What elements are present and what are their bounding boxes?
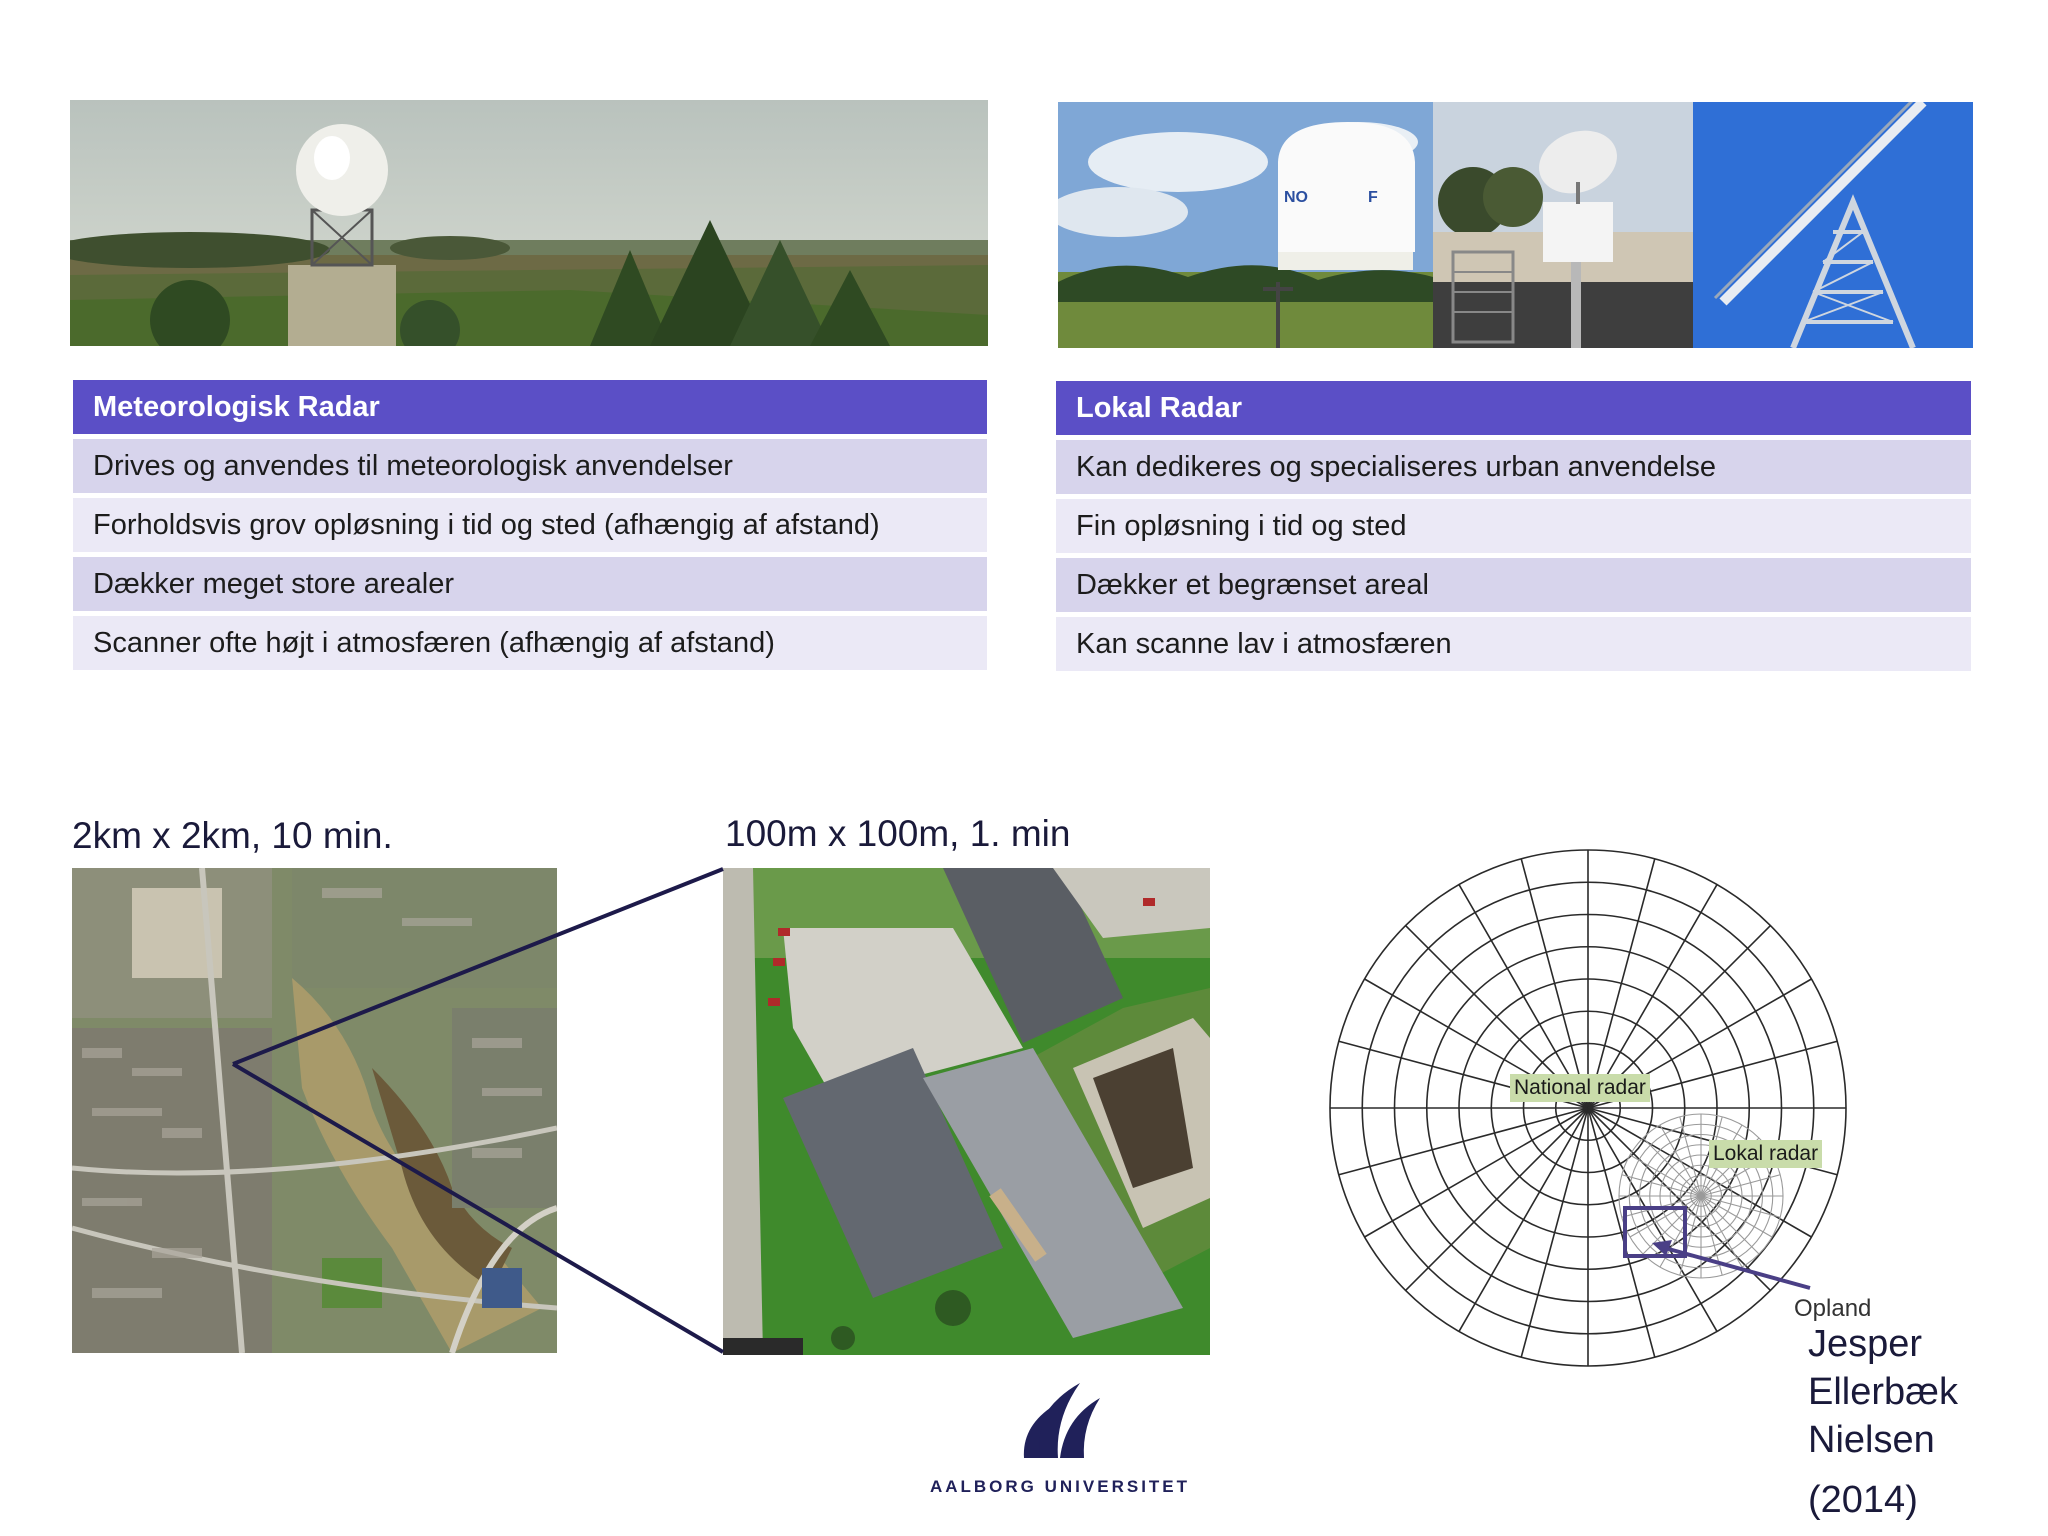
fine-resolution-caption: 100m x 100m, 1. min [725,813,1071,854]
table-row: Kan dedikeres og specialiseres urban anvendelse [1056,440,1971,494]
national-radar-grid-spoke [1588,1108,1717,1331]
national-radar-label: National radar [1510,1074,1650,1102]
local-radar-table [1056,381,1971,676]
aalborg-university-name: AALBORG UNIVERSITET [929,1477,1191,1496]
radar-coverage-diagram [1300,838,1860,1388]
national-radar-grid-spoke [1588,1108,1770,1290]
national-radar-grid-spoke [1406,1108,1588,1290]
aalborg-university-logo [925,1378,1195,1497]
local-radar-header: Lokal Radar [1056,381,1971,435]
national-radar-grid-spoke [1588,1108,1655,1357]
author-year: (2014) [1808,1479,1918,1521]
fine-aerial-image [723,868,1210,1355]
local-radar-photo-1 [1058,102,1433,348]
national-radar-grid-spoke [1365,1108,1588,1237]
meteorological-radar-table [73,380,987,675]
author-middle-name: Ellerbæk [1808,1371,1958,1413]
table-row: Fin opløsning i tid og sted [1056,499,1971,553]
national-radar-grid-spoke [1521,1108,1588,1357]
local-radar-grid-spoke [1701,1175,1780,1196]
coarse-resolution-caption: 2km x 2km, 10 min. [72,815,393,856]
local-radar-grid-spoke [1701,1196,1780,1217]
national-radar-grid-spoke [1521,859,1588,1108]
table-row: Scanner ofte højt i atmosfæren (afhængig af afstand) [73,616,987,670]
meteorological-radar-photo [70,100,988,346]
local-radar-photo-2 [1433,102,1693,348]
catchment-label: Opland [1794,1295,1872,1322]
table-row: Forholdsvis grov opløsning i tid og sted (afhængig af afstand) [73,498,987,552]
catchment-arrow [1665,1248,1810,1288]
table-row: Dækker et begrænset areal [1056,558,1971,612]
svg-text:NO: NO [1284,189,1308,206]
local-radar-grid-spoke [1680,1117,1701,1196]
coarse-aerial-image [72,868,557,1353]
table-row: Dækker meget store arealer [73,557,987,611]
catchment-box [1625,1208,1685,1256]
svg-text:F: F [1368,189,1378,206]
national-radar-grid-spoke [1459,1108,1588,1331]
table-row: Kan scanne lav i atmosfæren [1056,617,1971,671]
aalborg-logo-mark-icon [1010,1378,1110,1468]
table-row: Drives og anvendes til meteorologisk anvendelser [73,439,987,493]
local-radar-label: Lokal radar [1709,1140,1822,1168]
national-radar-grid-spoke [1588,859,1655,1108]
author-credit [1808,1320,1958,1524]
local-radar-photo-3 [1693,102,1973,348]
meteorological-radar-header: Meteorologisk Radar [73,380,987,434]
author-first-name: Jesper [1808,1323,1923,1365]
national-radar-grid-spoke [1339,1108,1588,1175]
author-last-name: Nielsen [1808,1419,1935,1461]
